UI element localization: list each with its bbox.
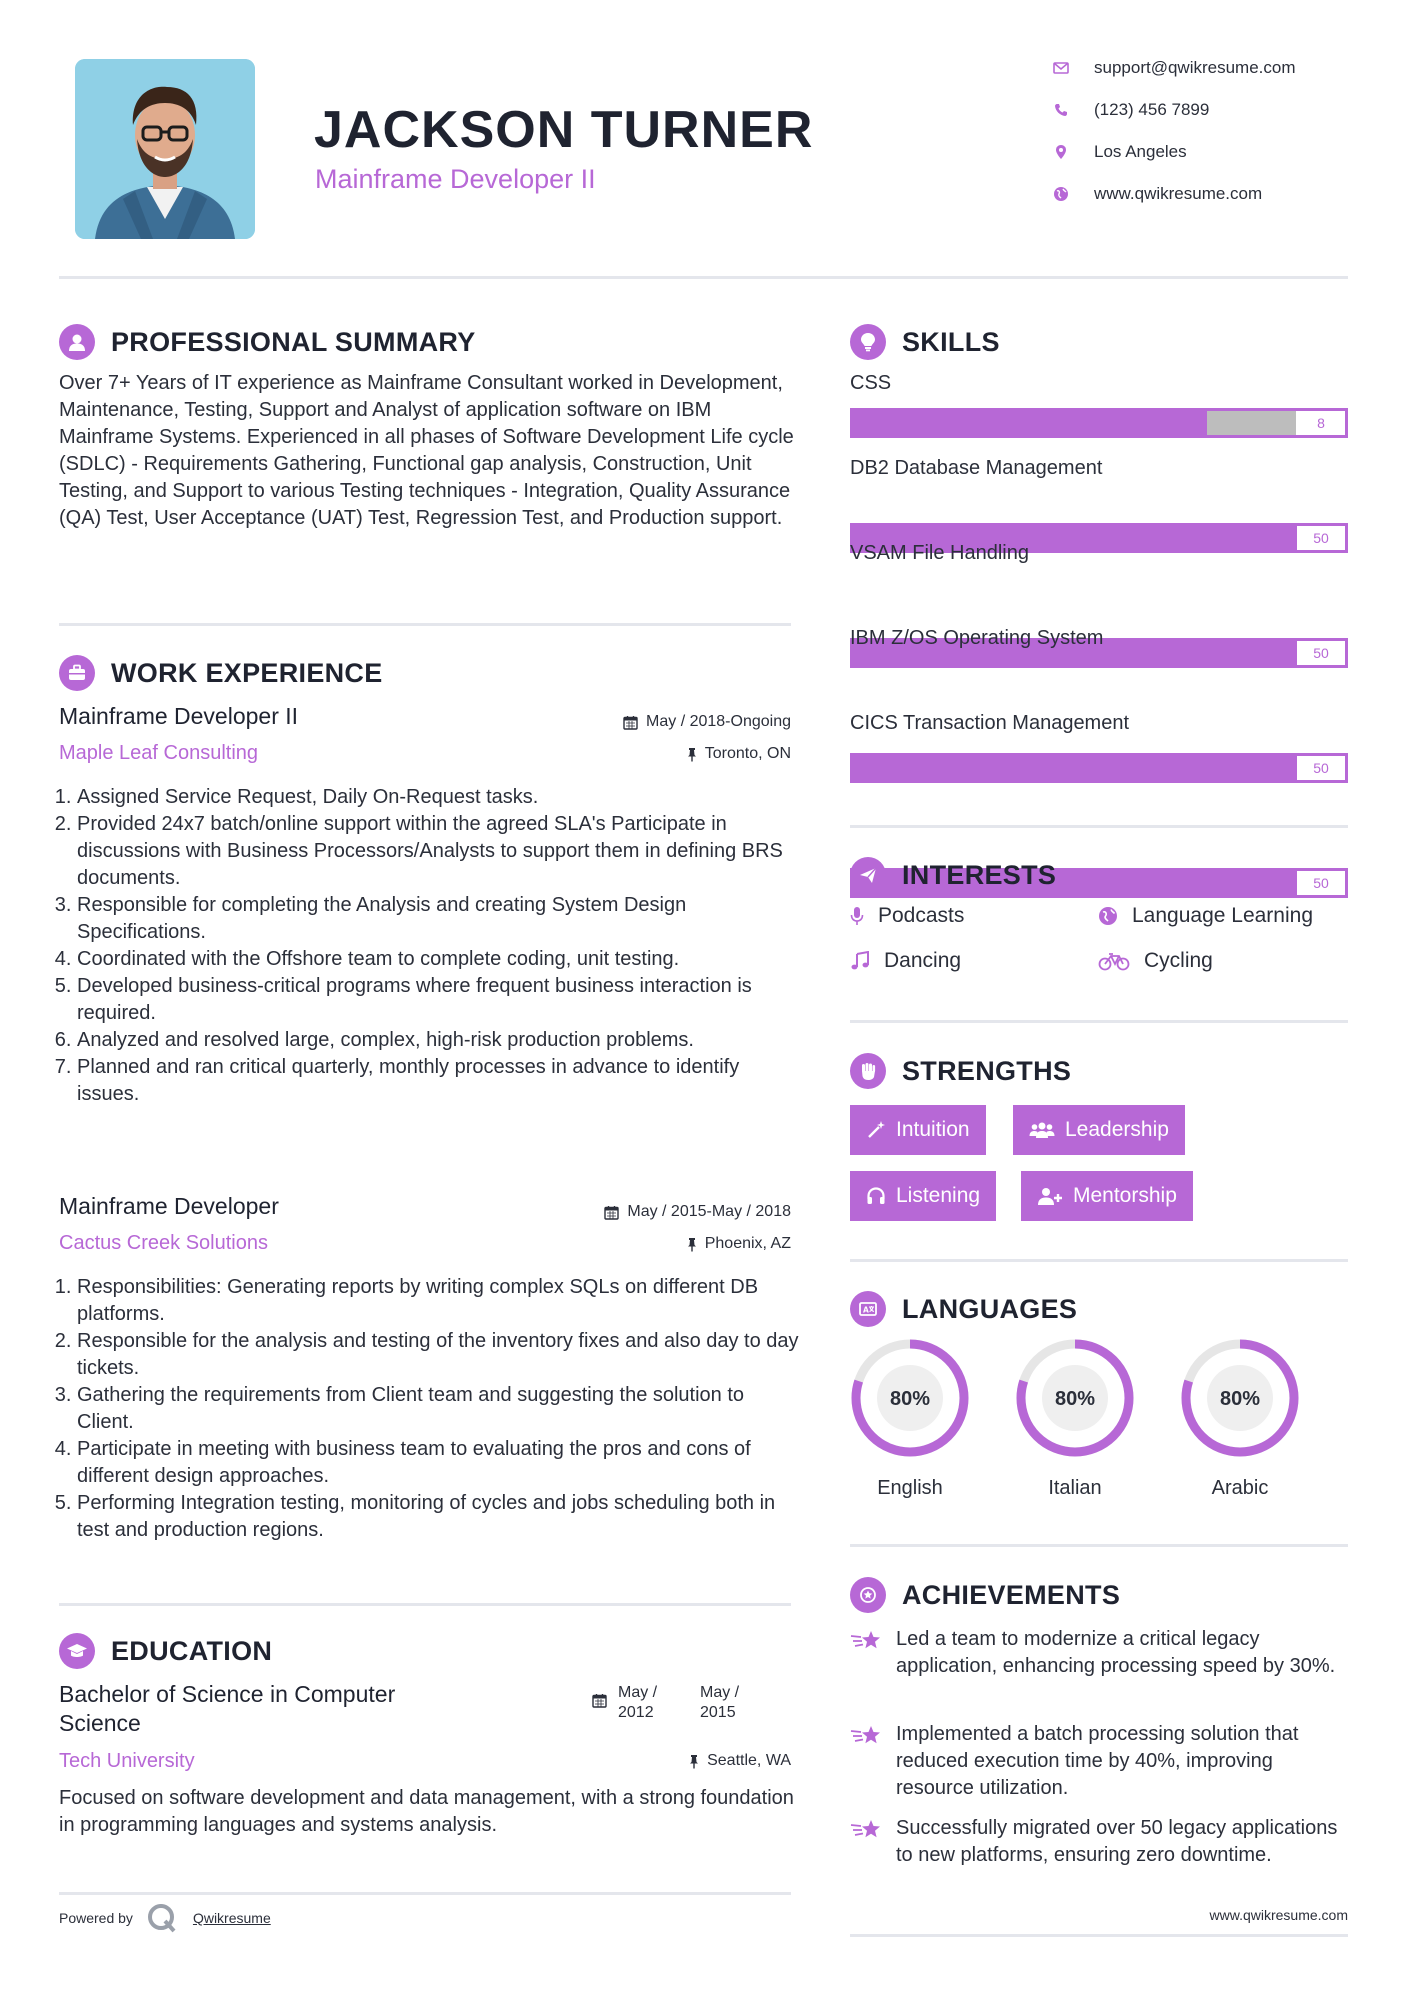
phone-icon: [1052, 101, 1070, 119]
languages-heading: LANGUAGES: [902, 1293, 1078, 1324]
list-item: 4. Participate in meeting with business team to evaluating the pros and cons of different design approaches.: [77, 1436, 799, 1490]
headphones-icon: [866, 1186, 886, 1206]
education-start-date: [618, 1683, 657, 1723]
job-1-title: Mainframe Developer II: [59, 703, 299, 729]
skill-bar: [850, 408, 1348, 438]
language-name: Arabic: [1211, 1477, 1269, 1499]
footer-website[interactable]: www.qwikresume.com: [1209, 1907, 1348, 1923]
interest-language-learning: [1098, 904, 1313, 928]
globe-icon: [1098, 906, 1118, 926]
interest-label: Podcasts: [878, 904, 965, 927]
end-year: 2015: [700, 1704, 736, 1721]
language-english: [850, 1338, 970, 1500]
achievement-item: [850, 1721, 1348, 1802]
strength-listening: [850, 1171, 996, 1221]
list-item: 1. Assigned Service Request, Daily On-Request tasks.: [77, 784, 799, 811]
strength-leadership: [1013, 1105, 1185, 1155]
calendar-icon: [623, 715, 638, 730]
contact-email-text: support@qwikresume.com: [1094, 58, 1296, 77]
achievement-text: Successfully migrated over 50 legacy applications to new platforms, ensuring zero downtime.: [896, 1817, 1338, 1866]
education-description: Focused on software development and data management, with a strong foundation in programming languages and systems analysis.: [59, 1787, 794, 1836]
candidate-name: JACKSON TURNER: [314, 101, 814, 159]
list-item: 5. Performing Integration testing, monitoring of cycles and jobs scheduling both in test and production regions.: [77, 1490, 799, 1544]
strength-label: Mentorship: [1073, 1184, 1177, 1207]
bicycle-icon: [1098, 951, 1130, 971]
languages-divider: [850, 1544, 1348, 1547]
interest-dancing: [850, 949, 961, 973]
interest-podcasts: [850, 904, 964, 928]
list-item: 3. Gathering the requirements from Client team and suggesting the solution to Client.: [77, 1382, 799, 1436]
powered-by-text: Powered by: [59, 1910, 133, 1926]
job-2-company: Cactus Creek Solutions: [59, 1232, 268, 1254]
strength-label: Listening: [896, 1184, 981, 1207]
summary-section-header: [59, 324, 476, 360]
paper-plane-icon: [850, 857, 886, 893]
strengths-heading: STRENGTHS: [902, 1055, 1072, 1086]
list-item: 6. Analyzed and resolved large, complex, high-risk production problems.: [77, 1027, 799, 1054]
contact-phone-text: (123) 456 7899: [1094, 100, 1210, 119]
raised-fist-icon: [850, 1053, 886, 1089]
degree-line-2: Science: [59, 1710, 141, 1736]
experience-heading: WORK EXPERIENCE: [111, 657, 383, 688]
language-italian: [1015, 1338, 1135, 1500]
strength-mentorship: [1021, 1171, 1193, 1221]
shooting-star-icon: [850, 1815, 884, 1869]
interests-section-header: [850, 857, 1056, 893]
strengths-divider: [850, 1259, 1348, 1262]
job-1-location-text: Toronto, ON: [704, 745, 791, 762]
skill-label: VSAM File Handling: [850, 542, 1029, 564]
map-pin-icon: [1052, 143, 1070, 161]
language-level: 80%: [1219, 1388, 1261, 1410]
strength-label: Leadership: [1065, 1118, 1169, 1141]
profile-photo: [75, 59, 255, 239]
job-2-date: [520, 1203, 791, 1221]
graduation-cap-icon: [59, 1633, 95, 1669]
education-heading: EDUCATION: [111, 1635, 273, 1666]
education-end-date: [700, 1683, 739, 1723]
lightbulb-icon: [850, 324, 886, 360]
candidate-title: Mainframe Developer II: [315, 164, 596, 194]
skill-bar: [850, 753, 1348, 783]
experience-divider: [59, 1603, 791, 1606]
header-divider: [59, 276, 1348, 279]
language-icon: [850, 1291, 886, 1327]
skill-value: 50: [1297, 526, 1345, 550]
contact-website[interactable]: [1052, 184, 1262, 204]
strengths-section-header: [850, 1053, 1071, 1089]
award-star-icon: [850, 1577, 886, 1613]
qwikresume-link[interactable]: Qwikresume: [192, 1910, 271, 1926]
job-2-title: Mainframe Developer: [59, 1193, 279, 1219]
language-ring: [1015, 1338, 1135, 1458]
pushpin-icon: [687, 1237, 697, 1252]
envelope-icon: [1052, 59, 1070, 77]
contact-website-text: www.qwikresume.com: [1094, 184, 1263, 203]
skill-value: 50: [1297, 756, 1345, 780]
skills-heading: SKILLS: [902, 326, 1000, 357]
microphone-icon: [850, 906, 864, 926]
music-note-icon: [850, 951, 870, 971]
start-month: May /: [618, 1684, 658, 1701]
list-item: 4. Coordinated with the Offshore team to complete coding, unit testing.: [77, 946, 799, 973]
contact-location: [1052, 142, 1187, 162]
job-2-date-text: May / 2015-May / 2018: [627, 1203, 791, 1220]
interests-divider: [850, 1020, 1348, 1023]
user-plus-icon: [1037, 1186, 1063, 1206]
contact-phone[interactable]: [1052, 100, 1209, 120]
skill-value: 8: [1297, 411, 1345, 435]
education-divider: [59, 1892, 791, 1895]
skills-section-header: [850, 324, 1000, 360]
job-1-location: [520, 745, 791, 763]
job-1-date: [520, 713, 791, 731]
skill-label: DB2 Database Management: [850, 457, 1103, 479]
contact-email[interactable]: [1052, 58, 1296, 78]
end-month: May /: [700, 1684, 740, 1701]
job-2-location: [520, 1235, 791, 1253]
education-section-header: [59, 1633, 272, 1669]
powered-by: [59, 1903, 271, 1933]
language-level: 80%: [1054, 1388, 1096, 1410]
summary-heading: PROFESSIONAL SUMMARY: [111, 326, 476, 357]
language-name: English: [877, 1477, 943, 1499]
achievements-heading: ACHIEVEMENTS: [902, 1579, 1121, 1610]
education-location: [520, 1752, 791, 1770]
list-item: 2. Responsible for the analysis and testing of the inventory fixes and also day to day tickets.: [77, 1328, 799, 1382]
summary-divider: [59, 623, 791, 626]
languages-section-header: [850, 1291, 1077, 1327]
calendar-icon: [592, 1693, 607, 1713]
interests-heading: INTERESTS: [902, 859, 1057, 890]
strength-label: Intuition: [896, 1118, 970, 1141]
globe-icon: [1052, 185, 1070, 203]
magic-wand-icon: [866, 1120, 886, 1140]
skill-label: IBM Z/OS Operating System: [850, 627, 1104, 649]
achievements-section-header: [850, 1577, 1120, 1613]
shooting-star-icon: [850, 1626, 884, 1680]
pushpin-icon: [687, 747, 697, 762]
job-1-date-text: May / 2018-Ongoing: [646, 713, 791, 730]
calendar-icon: [604, 1205, 619, 1220]
interest-label: Cycling: [1144, 949, 1213, 972]
job-2-location-text: Phoenix, AZ: [704, 1235, 791, 1252]
achievement-text: Led a team to modernize a critical legacy application, enhancing processing speed by 30%.: [896, 1628, 1336, 1677]
language-arabic: [1180, 1338, 1300, 1500]
degree-line-1: Bachelor of Science in Computer: [59, 1681, 396, 1707]
skill-value: 50: [1297, 871, 1345, 895]
list-item: 1. Responsibilities: Generating reports by writing complex SQLs on different DB platforms.: [77, 1274, 799, 1328]
job-2-bullets: [59, 1274, 799, 1544]
job-1-bullets: [59, 784, 799, 1108]
user-icon: [59, 324, 95, 360]
skill-bar-fill: [853, 411, 1207, 435]
contact-location-text: Los Angeles: [1094, 142, 1187, 161]
interest-cycling: [1098, 949, 1213, 973]
language-level: 80%: [889, 1388, 931, 1410]
language-ring: [1180, 1338, 1300, 1458]
briefcase-icon: [59, 655, 95, 691]
job-1-company: Maple Leaf Consulting: [59, 742, 259, 764]
list-item: 2. Provided 24x7 batch/online support within the agreed SLA's Participate in discussions with Business Processors/Analysts to support them in defining BRS documents.: [77, 811, 799, 892]
skill-bar-fill: [853, 756, 1345, 780]
summary-text: Over 7+ Years of IT experience as Mainframe Consultant worked in Development, Maintenance, Testing, Support and Analyst of application software on IBM Mainframe Systems. Experienced in all phases of Software Development Life cycle (SDLC) - Requirements Gathering, Functional gap analysis, Construction, Unit Testing, and Support to various Testing techniques - Integration, Quality Assurance (QA) Test, User Acceptance (UAT) Test, Regression Test, and Production support.: [59, 372, 794, 529]
interest-label: Dancing: [884, 949, 962, 972]
interest-label: Language Learning: [1132, 904, 1314, 927]
achievement-text: Implemented a batch processing solution that reduced execution time by 40%, improving resource utilization.: [896, 1723, 1299, 1799]
list-item: 3. Responsible for completing the Analysis and creating System Design Specifications.: [77, 892, 799, 946]
list-item: 5. Developed business-critical programs where frequent business interaction is required.: [77, 973, 799, 1027]
shooting-star-icon: [850, 1721, 884, 1802]
skills-divider: [850, 825, 1348, 828]
start-year: 2012: [618, 1704, 654, 1721]
achievement-item: [850, 1626, 1348, 1680]
language-ring: [850, 1338, 970, 1458]
skill-label: CICS Transaction Management: [850, 712, 1130, 734]
achievement-item: [850, 1815, 1348, 1869]
pushpin-icon: [689, 1754, 699, 1769]
skill-bar-remainder: [1207, 411, 1296, 435]
skill-value: 50: [1297, 641, 1345, 665]
strength-intuition: [850, 1105, 986, 1155]
list-item: 7. Planned and ran critical quarterly, monthly processes in advance to identify issues.: [77, 1054, 799, 1108]
language-name: Italian: [1048, 1477, 1102, 1499]
users-icon: [1029, 1120, 1055, 1140]
experience-section-header: [59, 655, 383, 691]
school-name: Tech University: [59, 1750, 195, 1772]
skill-label: CSS: [850, 372, 892, 394]
qwikresume-logo-icon: [147, 1903, 179, 1933]
svg-text:A: A: [863, 1305, 869, 1315]
education-location-text: Seattle, WA: [707, 1752, 791, 1769]
footer-divider: [850, 1934, 1348, 1937]
